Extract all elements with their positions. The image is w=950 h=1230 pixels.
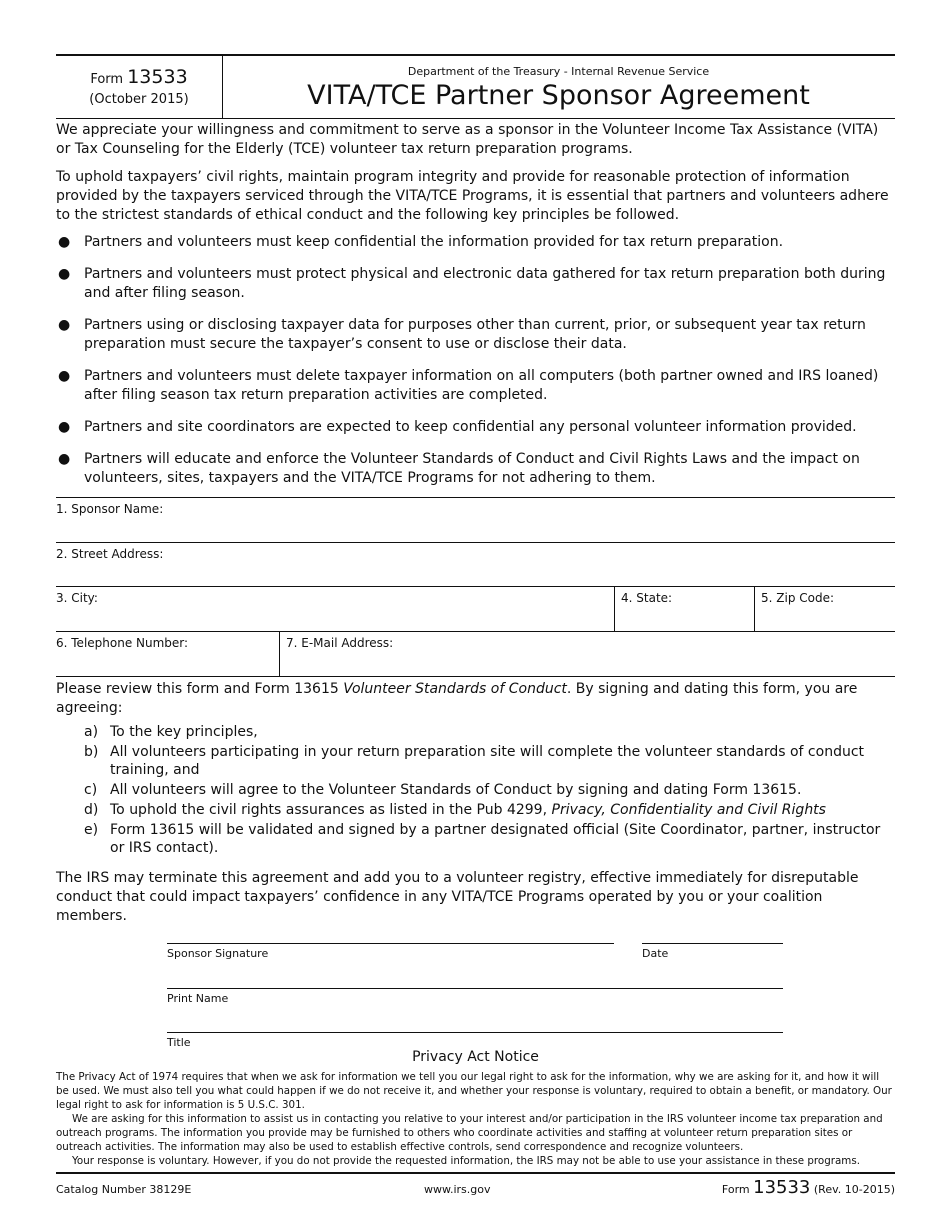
item-letter: a) xyxy=(84,724,99,740)
footer-form-id xyxy=(722,1177,895,1198)
contact-row xyxy=(56,631,895,676)
sponsor-name-row xyxy=(56,497,895,542)
item-text: All volunteers participating in your return preparation site will complete the volunteer standards of conduct training, and xyxy=(110,744,865,778)
bullet-icon: ● xyxy=(58,266,71,282)
agreement-lead-text-end: . By signing and dating this form, you are agreeing: xyxy=(56,681,858,716)
state-field[interactable] xyxy=(614,587,755,631)
city-field[interactable] xyxy=(56,587,614,631)
page-title: VITA/TCE Partner Sponsor Agreement xyxy=(307,80,810,111)
privacy-act-heading: Privacy Act Notice xyxy=(412,1049,539,1065)
principle-text: Partners will educate and enforce the Volunteer Standards of Conduct and Civil Rights Laws and the impact on volunteers, sites, taxpayers and the VITA/TCE Programs for not adhering to them. xyxy=(84,451,860,486)
list-item xyxy=(84,723,895,741)
sponsor-name-field[interactable] xyxy=(56,498,895,542)
list-item xyxy=(56,265,895,303)
form-header xyxy=(56,54,895,119)
privacy-paragraph-1: The Privacy Act of 1974 requires that when we ask for information we tell you our legal right to ask for the information, why we are asking for it, and how it will be used. We must also tell you what could happen if we do not receive it, and whether your response is voluntary, required to obtain a benefit, or mandatory. Our legal right to ask for information is 5 U.S.C. 301. xyxy=(56,1071,892,1111)
catalog-number: Catalog Number 38129E xyxy=(56,1183,192,1196)
footer-revision: (Rev. 10-2015) xyxy=(813,1183,895,1196)
item-text: To uphold the civil rights assurances as listed in the Pub 4299, xyxy=(110,802,552,818)
bullet-icon: ● xyxy=(58,451,71,467)
city-row xyxy=(56,586,895,631)
termination-paragraph: The IRS may terminate this agreement and add you to a volunteer registry, effective immediately for disreputable conduct that could impact taxpayers’ confidence in any VITA/TCE Programs operated by you or your coalition members. xyxy=(56,870,859,924)
bullet-icon: ● xyxy=(58,419,71,435)
form-page xyxy=(56,0,895,1230)
form-id xyxy=(56,66,222,88)
item-emphasis: Privacy, Confidentiality and Civil Rights xyxy=(551,802,826,818)
print-name-line[interactable] xyxy=(167,988,783,989)
agreement-lead-emphasis: Volunteer Standards of Conduct xyxy=(343,681,567,697)
title-label: Title xyxy=(167,1036,191,1049)
principle-text: Partners and volunteers must keep confidential the information provided for tax return preparation. xyxy=(84,234,784,250)
list-item xyxy=(56,418,895,437)
print-name-label: Print Name xyxy=(167,992,229,1005)
form-date: (October 2015) xyxy=(89,92,189,107)
item-text: All volunteers will agree to the Volunteer Standards of Conduct by signing and dating Form 13615. xyxy=(110,782,802,798)
key-principles-list xyxy=(56,233,895,501)
title-line[interactable] xyxy=(167,1032,783,1033)
intro-paragraph-2: To uphold taxpayers’ civil rights, maintain program integrity and provide for reasonable protection of information provided by the taxpayers serviced through the VITA/TCE Programs, it is essential that partners and volunteers adhere to the strictest standards of ethical conduct and the following key principles be followed. xyxy=(56,169,889,223)
form-footer xyxy=(56,1172,895,1204)
item-letter: b) xyxy=(84,744,99,760)
list-item xyxy=(56,233,895,252)
privacy-paragraph-3: Your response is voluntary. However, if you do not provide the requested information, the IRS may not be able to use your assistance in these programs. xyxy=(72,1155,860,1167)
bullet-icon: ● xyxy=(58,234,71,250)
privacy-paragraph-2: We are asking for this information to assist us in contacting you relative to your interest and/or participation in the IRS volunteer income tax preparation and outreach programs. The information you provide may be furnished to others who coordinate activities and staffing at volunteer return preparation sites or outreach activities. The information may also be used to establish effective controls, send correspondence and recognize volunteers. xyxy=(56,1113,883,1153)
zip-code-field[interactable] xyxy=(754,587,896,631)
date-label: Date xyxy=(642,947,669,960)
street-row xyxy=(56,542,895,587)
department-line: Department of the Treasury - Internal Revenue Service xyxy=(407,65,710,78)
principle-text: Partners and volunteers must protect physical and electronic data gathered for tax return preparation both during and after filing season. xyxy=(84,266,886,301)
footer-form-number: 13533 xyxy=(753,1177,811,1198)
agreement-items-list xyxy=(84,723,895,859)
footer-form-word: Form xyxy=(721,1183,750,1196)
telephone-field[interactable] xyxy=(56,632,279,676)
sponsor-name-label: 1. Sponsor Name: xyxy=(56,502,164,516)
list-item xyxy=(84,781,895,799)
list-item xyxy=(84,821,895,857)
list-item xyxy=(56,367,895,405)
list-item xyxy=(84,743,895,779)
form-word: Form xyxy=(90,72,124,87)
item-letter: e) xyxy=(84,822,99,838)
bullet-icon: ● xyxy=(58,368,71,384)
list-item xyxy=(56,450,895,488)
list-item xyxy=(56,316,895,354)
email-field[interactable] xyxy=(279,632,896,676)
principle-text: Partners using or disclosing taxpayer data for purposes other than current, prior, or subsequent year tax return preparation must secure the taxpayer’s consent to use or disclose their data. xyxy=(84,317,866,352)
state-label: 4. State: xyxy=(621,591,673,605)
list-item xyxy=(84,801,895,819)
irs-website-link[interactable]: www.irs.gov xyxy=(424,1183,491,1196)
item-text: Form 13615 will be validated and signed by a partner designated official (Site Coordinator, partner, instructor or IRS contact). xyxy=(110,822,881,856)
fields-bottom-rule xyxy=(56,676,895,677)
item-letter: d) xyxy=(84,802,99,818)
intro-paragraph-1: We appreciate your willingness and commitment to serve as a sponsor in the Volunteer Income Tax Assistance (VITA) or Tax Counseling for the Elderly (TCE) volunteer tax return preparation programs. xyxy=(56,122,879,157)
principle-text: Partners and site coordinators are expected to keep confidential any personal volunteer information provided. xyxy=(84,419,857,435)
form-number: 13533 xyxy=(127,66,188,88)
zip-code-label: 5. Zip Code: xyxy=(761,591,835,605)
sponsor-signature-label: Sponsor Signature xyxy=(167,947,269,960)
item-text: To the key principles, xyxy=(110,724,258,740)
agreement-lead-text: Please review this form and Form 13615 xyxy=(56,681,344,697)
email-label: 7. E-Mail Address: xyxy=(286,636,394,650)
date-line[interactable] xyxy=(642,943,783,944)
item-letter: c) xyxy=(84,782,98,798)
form-id-box xyxy=(56,56,223,118)
sponsor-signature-line[interactable] xyxy=(167,943,614,944)
agreement-lead xyxy=(56,680,895,718)
telephone-label: 6. Telephone Number: xyxy=(56,636,189,650)
street-address-label: 2. Street Address: xyxy=(56,547,164,561)
bullet-icon: ● xyxy=(58,317,71,333)
city-label: 3. City: xyxy=(56,591,98,605)
street-address-field[interactable] xyxy=(56,543,895,587)
principle-text: Partners and volunteers must delete taxpayer information on all computers (both partner owned and IRS loaned) after filing season tax return preparation activities are completed. xyxy=(84,368,879,403)
